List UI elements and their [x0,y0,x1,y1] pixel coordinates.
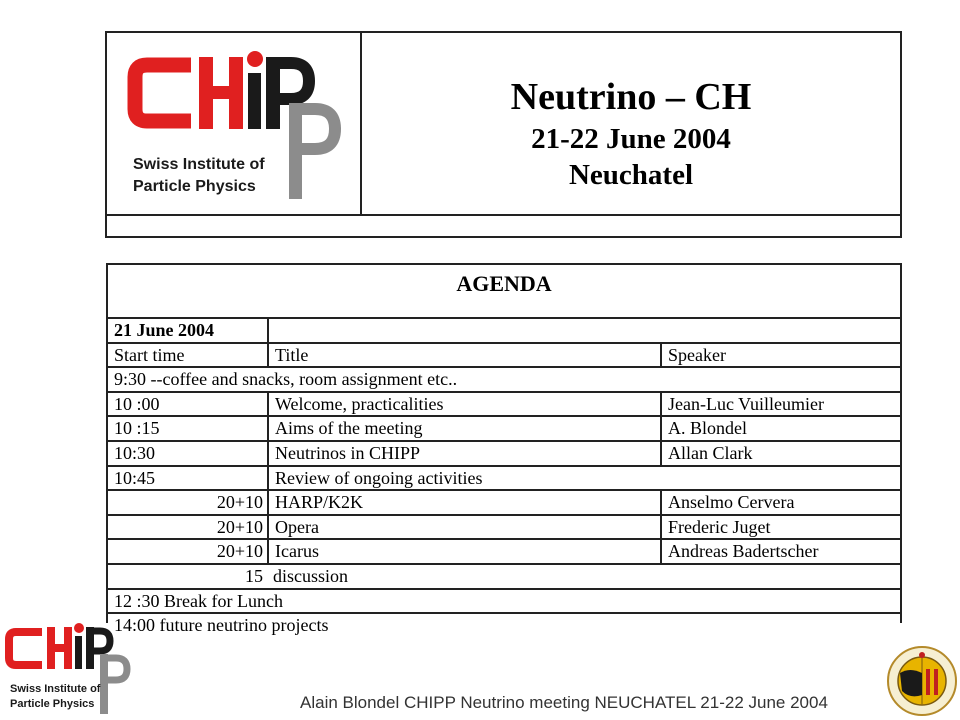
row-title: Opera [267,516,660,539]
table-row [108,442,900,467]
table-row [108,565,900,590]
row-title: Welcome, practicalities [267,393,660,416]
row-start: 20+10 [216,541,263,562]
title-cell [362,33,900,214]
table-row [108,368,900,393]
day-label: 21 June 2004 [114,320,215,340]
row-full-text: 12 :30 Break for Lunch [114,590,283,611]
row-start: 20+10 [216,492,263,513]
table-row [108,467,900,492]
row-title: discussion [273,566,349,586]
row-start: 20+10 [216,516,263,537]
table-row [108,393,900,418]
table-row [108,614,900,639]
row-full-text: 14:00 future neutrino projects [114,615,329,636]
row-title: Icarus [267,540,660,563]
row-title: HARP/K2K [267,491,660,514]
footer-logo-line1: Swiss Institute of [10,683,101,695]
agenda-table [106,263,902,636]
row-speaker: Andreas Badertscher [660,540,900,563]
row-start: 10 :15 [114,418,160,439]
row-speaker: Anselmo Cervera [660,491,900,514]
table-row [108,516,900,541]
row-full-text: 9:30 --coffee and snacks, room assignment etc.. [114,369,458,390]
agenda-heading: AGENDA [108,265,900,319]
footer-text: Alain Blondel CHIPP Neutrino meeting NEUCHATEL 21-22 June 2004 [300,693,828,712]
table-row [108,540,900,565]
footer-logo-line2: Particle Physics [10,698,95,710]
row-speaker: Jean-Luc Vuilleumier [660,393,900,416]
table-row [108,491,900,516]
row-start: 10:45 [114,467,156,488]
row-speaker: Frederic Juget [660,516,900,539]
col-title: Title [267,344,660,367]
row-speaker: A. Blondel [660,417,900,440]
day-row [108,319,900,344]
col-speaker: Speaker [660,344,900,367]
chipp-logo-cell [107,33,362,214]
row-title: Aims of the meeting [267,417,660,440]
table-row [108,417,900,442]
header-divider [107,214,900,216]
university-seal-icon [886,645,958,717]
row-start: 10 :00 [114,393,160,414]
column-header-row [108,344,900,369]
table-row [108,590,900,615]
logo-line1: Swiss Institute of [133,156,265,173]
header-box [105,31,902,238]
row-title: Neutrinos in CHIPP [267,442,660,465]
meeting-date: 21-22 June 2004 [531,123,731,155]
row-start: 15 [245,566,263,586]
row-title: Review of ongoing activities [267,467,900,490]
day-empty-cell [267,319,900,342]
meeting-place: Neuchatel [568,159,694,191]
col-start-time: Start time [114,344,185,365]
row-speaker: Allan Clark [660,442,900,465]
logo-line2: Particle Physics [133,178,256,195]
row-start: 10:30 [114,443,156,463]
page-title: Neutrino – CH [510,76,752,118]
